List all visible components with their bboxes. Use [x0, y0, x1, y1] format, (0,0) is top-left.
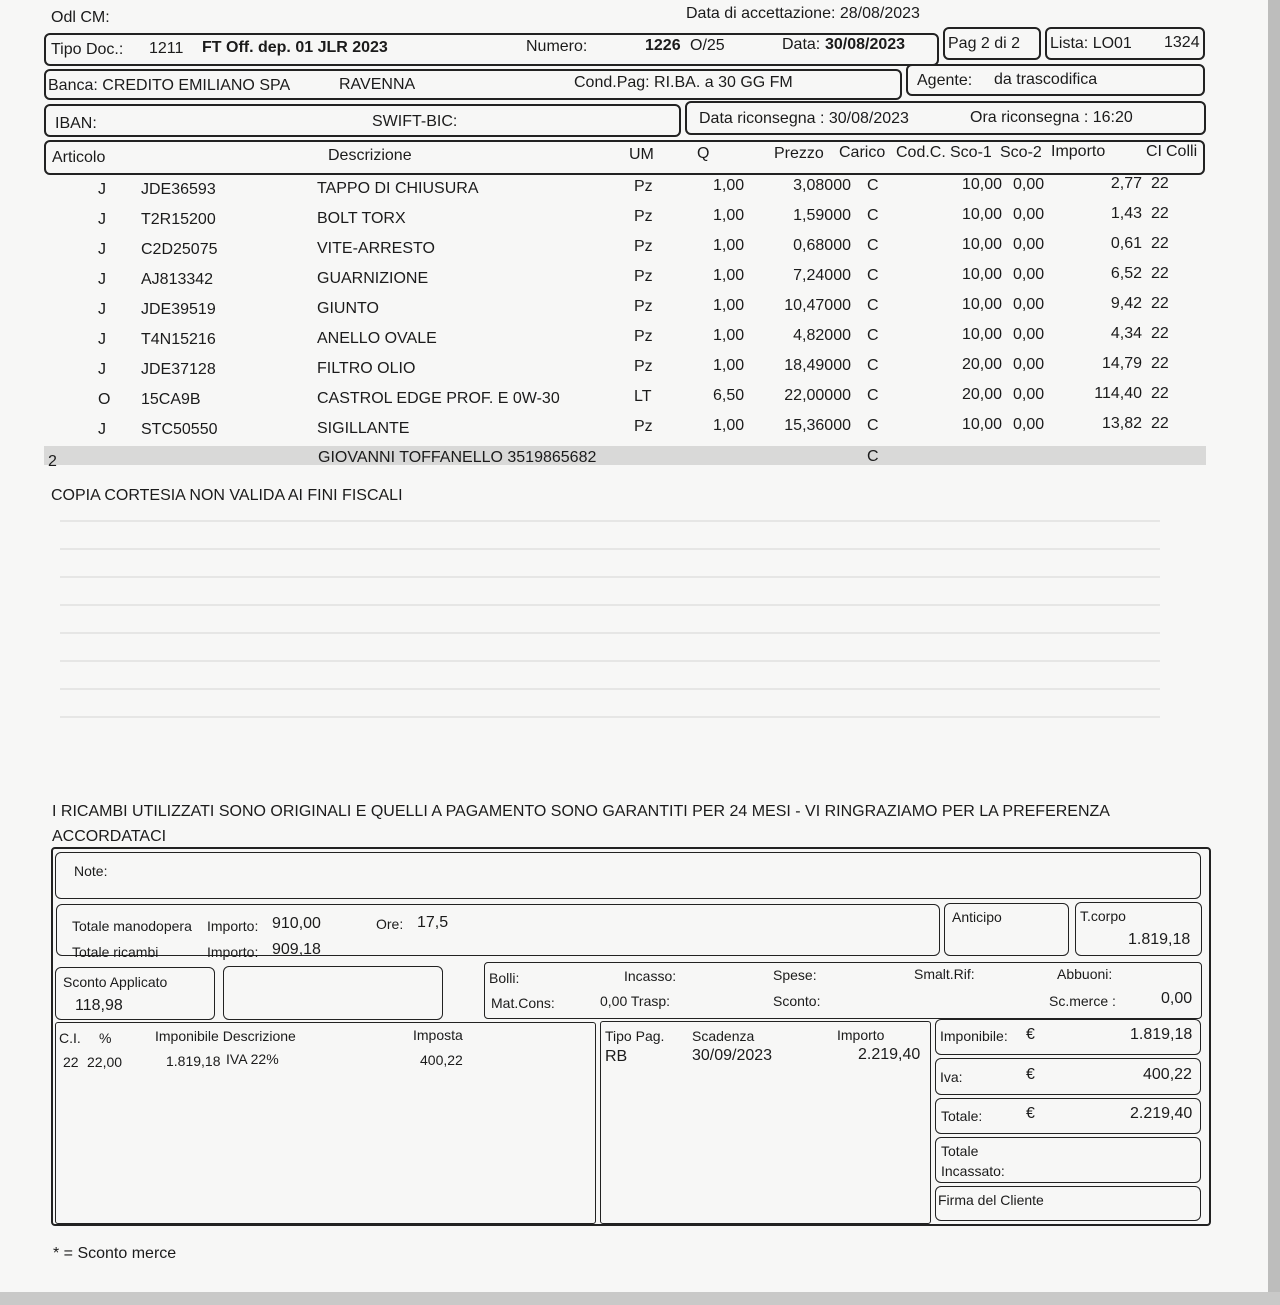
row-q: 6,50: [713, 387, 745, 404]
row-carico: C: [867, 177, 879, 194]
col-ci: CI: [1146, 143, 1162, 160]
row-sco1: 10,00: [962, 416, 1003, 433]
row-price: 10,47000: [784, 297, 851, 314]
row-sco2: 0,00: [1013, 176, 1045, 193]
pay-importo: 2.219,40: [858, 1046, 921, 1063]
row-sco1: 10,00: [962, 176, 1003, 193]
ric-label: Totale ricambi: [72, 944, 159, 960]
pay-tipo: RB: [605, 1048, 628, 1065]
row-type: J: [98, 331, 106, 348]
firma-label: Firma del Cliente: [938, 1192, 1044, 1208]
row-sco2: 0,00: [1013, 386, 1045, 403]
row-sco2: 0,00: [1013, 266, 1045, 283]
tipo-doc-code: 1211: [149, 40, 184, 57]
row-sco2: 0,00: [1013, 206, 1045, 223]
col-articolo: Articolo: [52, 149, 106, 166]
row-um: Pz: [634, 418, 653, 435]
summary-iva-label: Iva:: [940, 1069, 963, 1085]
pay-scadenza-label: Scadenza: [692, 1028, 755, 1044]
row-code: 15CA9B: [141, 391, 201, 408]
vat-imponibile-label: Imponibile Descrizione: [155, 1028, 296, 1044]
row-price: 18,49000: [784, 357, 851, 374]
col-descrizione: Descrizione: [328, 147, 412, 164]
vat-pct-label: %: [99, 1030, 112, 1046]
banca: Banca: CREDITO EMILIANO SPA: [48, 77, 291, 94]
data-value: 30/08/2023: [825, 36, 906, 53]
note-row-shade: [44, 446, 1206, 465]
numero-label: Numero:: [526, 38, 588, 55]
row-desc: GIUNTO: [317, 300, 379, 317]
row-type: J: [98, 421, 106, 438]
row-ci: 22: [1151, 235, 1169, 252]
row-sco1: 10,00: [962, 326, 1003, 343]
acceptance-date: Data di accettazione: 28/08/2023: [686, 5, 920, 22]
row-importo: 114,40: [1094, 385, 1142, 402]
scmerce-value: 0,00: [1161, 990, 1193, 1007]
col-sco2: Sco-2: [1000, 144, 1042, 161]
col-um: UM: [629, 146, 654, 163]
lista-label: Lista: LO01: [1050, 35, 1132, 52]
col-q: Q: [697, 145, 710, 162]
incassato-label-2: Incassato:: [941, 1163, 1005, 1179]
row-q: 1,00: [713, 267, 745, 284]
tipo-doc-label: Tipo Doc.:: [51, 41, 124, 58]
row-type: J: [98, 361, 106, 378]
cond-pag: Cond.Pag: RI.BA. a 30 GG FM: [574, 74, 793, 91]
row-desc: VITE-ARRESTO: [317, 240, 435, 257]
row-sco1: 20,00: [962, 356, 1003, 373]
row-desc: CASTROL EDGE PROF. E 0W-30: [317, 390, 560, 407]
incasso-label: Incasso:: [624, 968, 677, 984]
row-desc: ANELLO OVALE: [317, 330, 437, 347]
page-edge-shadow: [1268, 0, 1280, 1305]
summary-totale-label: Totale:: [941, 1108, 983, 1124]
euro-sign-3: €: [1026, 1105, 1035, 1122]
vat-imposta-label: Imposta: [413, 1027, 463, 1043]
man-importo: 910,00: [272, 915, 321, 932]
data-label: Data:: [782, 36, 821, 53]
row-sco2: 0,00: [1013, 356, 1045, 373]
vat-pct: 22,00: [87, 1054, 123, 1070]
odl-label: Odl CM:: [51, 9, 110, 26]
incassato-label-1: Totale: [941, 1143, 979, 1159]
row-carico: C: [867, 237, 879, 254]
row-ci: 22: [1151, 325, 1169, 342]
row-importo: 2,77: [1110, 175, 1142, 192]
man-label: Totale manodopera: [72, 918, 192, 934]
row-carico: C: [867, 327, 879, 344]
tcorpo-label: T.corpo: [1080, 908, 1126, 924]
row-type: J: [98, 301, 106, 318]
page-bottom-shadow: [0, 1292, 1280, 1305]
iban-label: IBAN:: [55, 115, 97, 132]
spese-label: Spese:: [773, 967, 817, 983]
sconto-label: Sconto Applicato: [63, 974, 168, 990]
vat-ci-label: C.I.: [59, 1030, 81, 1046]
row-price: 3,08000: [793, 177, 851, 194]
vat-descr: IVA 22%: [226, 1051, 279, 1067]
row-ci: 22: [1151, 355, 1169, 372]
iban-box: [44, 104, 681, 137]
swift-label: SWIFT-BIC:: [372, 113, 458, 130]
row-code: T2R15200: [141, 211, 216, 228]
row-sco1: 10,00: [962, 206, 1003, 223]
sconto-value: 118,98: [75, 997, 123, 1014]
vat-box: [55, 1022, 596, 1224]
row-sco2: 0,00: [1013, 296, 1045, 313]
page-number: Pag 2 di 2: [948, 35, 1021, 52]
row-importo: 1,43: [1110, 205, 1142, 222]
smalt-label: Smalt.Rif:: [914, 966, 975, 982]
note-row-carico: C: [867, 448, 879, 465]
agente-label: Agente:: [917, 72, 973, 89]
numero-suffix: O/25: [690, 37, 725, 54]
row-price: 0,68000: [793, 237, 851, 254]
summary-imponibile: 1.819,18: [1130, 1026, 1193, 1043]
row-q: 1,00: [713, 177, 745, 194]
vat-ci: 22: [63, 1054, 79, 1070]
row-um: Pz: [634, 298, 653, 315]
lista-value: 1324: [1164, 34, 1200, 51]
row-q: 1,00: [713, 297, 745, 314]
row-desc: GUARNIZIONE: [317, 270, 429, 287]
row-importo: 6,52: [1110, 265, 1142, 282]
matcons-label: Mat.Cons:: [491, 995, 555, 1011]
row-code: JDE39519: [141, 301, 216, 318]
row-desc: TAPPO DI CHIUSURA: [317, 180, 479, 197]
row-sco1: 10,00: [962, 266, 1003, 283]
row-type: J: [98, 241, 106, 258]
anticipo-label: Anticipo: [952, 909, 1002, 925]
col-codc: Cod.C.: [896, 144, 946, 161]
numero-value: 1226: [645, 37, 681, 54]
row-sco2: 0,00: [1013, 416, 1045, 433]
note-row-number: 2: [48, 453, 57, 470]
footer-message-line1: I RICAMBI UTILIZZATI SONO ORIGINALI E QUELLI A PAGAMENTO SONO GARANTITI PER 24 MESI - VI RINGRAZIAMO PER LA PREFERENZA: [52, 803, 1110, 820]
pay-importo-label: Importo: [837, 1027, 885, 1043]
note-row-text: GIOVANNI TOFFANELLO 3519865682: [318, 449, 597, 466]
row-ci: 22: [1151, 415, 1169, 432]
row-importo: 4,34: [1110, 325, 1142, 342]
row-carico: C: [867, 267, 879, 284]
row-um: Pz: [634, 178, 653, 195]
row-code: STC50550: [141, 421, 218, 438]
trasp-label: 0,00 Trasp:: [600, 993, 671, 1009]
row-sco1: 20,00: [962, 386, 1003, 403]
row-code: T4N15216: [141, 331, 216, 348]
row-ci: 22: [1151, 205, 1169, 222]
footer-message-line2: ACCORDATACI: [52, 828, 167, 845]
row-desc: SIGILLANTE: [317, 420, 410, 437]
row-ci: 22: [1151, 295, 1169, 312]
sconto2-label: Sconto:: [773, 993, 821, 1009]
row-type: J: [98, 181, 106, 198]
row-um: Pz: [634, 358, 653, 375]
note-label: Note:: [74, 863, 108, 879]
row-importo: 0,61: [1110, 235, 1142, 252]
row-importo: 13,82: [1101, 415, 1142, 432]
bolli-label: Bolli:: [489, 970, 520, 986]
col-colli: Colli: [1166, 143, 1198, 160]
footnote: * = Sconto merce: [53, 1245, 177, 1262]
col-carico: Carico: [839, 144, 886, 161]
euro-sign-2: €: [1026, 1066, 1035, 1083]
row-price: 4,82000: [793, 327, 851, 344]
row-importo: 9,42: [1110, 295, 1142, 312]
euro-sign-1: €: [1026, 1026, 1035, 1043]
pay-tipo-label: Tipo Pag.: [605, 1028, 665, 1044]
scmerce-label: Sc.merce :: [1049, 993, 1116, 1009]
row-carico: C: [867, 297, 879, 314]
row-um: Pz: [634, 268, 653, 285]
man-importo-label: Importo:: [207, 918, 259, 934]
row-carico: C: [867, 207, 879, 224]
row-um: Pz: [634, 238, 653, 255]
col-sco1: Sco-1: [950, 144, 992, 161]
col-importo: Importo: [1051, 143, 1106, 160]
ghost-print-texture: [60, 520, 1160, 720]
row-sco2: 0,00: [1013, 326, 1045, 343]
row-type: J: [98, 271, 106, 288]
row-code: JDE37128: [141, 361, 216, 378]
tipo-doc-desc: FT Off. dep. 01 JLR 2023: [202, 39, 388, 56]
row-sco1: 10,00: [962, 296, 1003, 313]
vat-imposta: 400,22: [420, 1052, 463, 1068]
ric-importo: 909,18: [272, 941, 321, 958]
abbuoni-label: Abbuoni:: [1057, 966, 1113, 982]
ric-importo-label: Importo:: [207, 944, 259, 960]
pay-scadenza: 30/09/2023: [692, 1047, 773, 1064]
row-carico: C: [867, 417, 879, 434]
agente-value: da trascodifica: [994, 71, 1098, 88]
row-q: 1,00: [713, 207, 745, 224]
row-code: C2D25075: [141, 241, 218, 258]
row-type: J: [98, 211, 106, 228]
vat-imponibile: 1.819,18: [166, 1053, 221, 1069]
note-box: [55, 852, 1201, 899]
row-um: LT: [634, 388, 652, 405]
row-code: AJ813342: [141, 271, 214, 288]
row-um: Pz: [634, 328, 653, 345]
summary-iva: 400,22: [1143, 1066, 1192, 1083]
row-desc: FILTRO OLIO: [317, 360, 416, 377]
row-q: 1,00: [713, 417, 745, 434]
col-prezzo: Prezzo: [774, 145, 824, 162]
banca-city: RAVENNA: [339, 76, 416, 93]
ora-riconsegna: Ora riconsegna : 16:20: [970, 109, 1133, 126]
row-ci: 22: [1151, 175, 1169, 192]
row-carico: C: [867, 387, 879, 404]
data-riconsegna: Data riconsegna : 30/08/2023: [699, 110, 909, 127]
empty-box: [223, 966, 443, 1020]
row-price: 1,59000: [793, 207, 851, 224]
summary-imponibile-label: Imponibile:: [940, 1028, 1008, 1044]
row-um: Pz: [634, 208, 653, 225]
row-sco1: 10,00: [962, 236, 1003, 253]
row-q: 1,00: [713, 357, 745, 374]
row-ci: 22: [1151, 265, 1169, 282]
row-type: O: [98, 391, 111, 408]
row-price: 7,24000: [793, 267, 851, 284]
row-sco2: 0,00: [1013, 236, 1045, 253]
row-importo: 14,79: [1101, 355, 1142, 372]
row-carico: C: [867, 357, 879, 374]
ore-value: 17,5: [417, 914, 449, 931]
ore-label: Ore:: [376, 916, 404, 932]
copia-cortesia: COPIA CORTESIA NON VALIDA AI FINI FISCALI: [51, 487, 403, 504]
row-q: 1,00: [713, 327, 745, 344]
row-desc: BOLT TORX: [317, 210, 406, 227]
row-q: 1,00: [713, 237, 745, 254]
summary-totale: 2.219,40: [1130, 1105, 1193, 1122]
row-ci: 22: [1151, 385, 1169, 402]
tcorpo-value: 1.819,18: [1128, 931, 1191, 948]
row-price: 22,00000: [784, 387, 851, 404]
row-code: JDE36593: [141, 181, 216, 198]
row-price: 15,36000: [784, 417, 851, 434]
